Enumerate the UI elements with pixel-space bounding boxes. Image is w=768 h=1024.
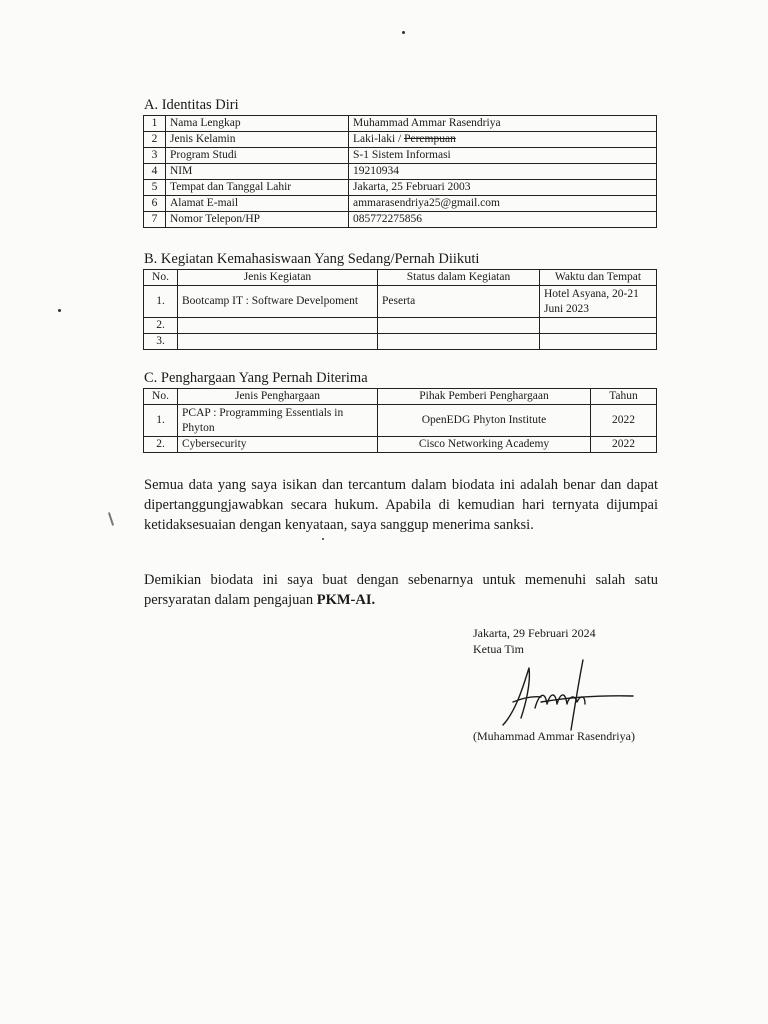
field-value: ammarasendriya25@gmail.com [349, 196, 657, 212]
award-giver: OpenEDG Phyton Institute [378, 405, 591, 437]
field-value: 19210934 [349, 164, 657, 180]
gender-selected: Laki-laki / [353, 133, 405, 145]
row-number: 2. [144, 318, 178, 334]
gender-struck: Perempuan [404, 133, 456, 145]
table-row [144, 180, 657, 196]
section-c-title: C. Penghargaan Yang Pernah Diterima [144, 370, 368, 386]
table-row [144, 132, 657, 148]
row-number: 2 [144, 132, 166, 148]
scan-speck [58, 309, 61, 312]
award-year: 2022 [591, 437, 657, 453]
column-header: Jenis Penghargaan [178, 389, 378, 405]
table-row [144, 148, 657, 164]
award-name: Cybersecurity [178, 437, 378, 453]
table-row [144, 405, 657, 437]
activity-status: Peserta [378, 286, 540, 318]
statement-paragraph: Semua data yang saya isikan dan tercantum dalam biodata ini adalah benar dan dapat dipertanggungjawabkan secara hukum. Apabila di kemudian hari ternyata dijumpai ketidaksesuaian dengan kenyataan, saya sanggup menerima sanksi. [144, 477, 658, 533]
row-number: 3 [144, 148, 166, 164]
row-number: 1. [144, 405, 178, 437]
award-year: 2022 [591, 405, 657, 437]
column-header: No. [144, 389, 178, 405]
activity-name: Bootcamp IT : Software Develpoment [178, 286, 378, 318]
column-header: Status dalam Kegiatan [378, 270, 540, 286]
table-header-row [144, 389, 657, 405]
row-number: 2. [144, 437, 178, 453]
table-row [144, 334, 657, 350]
signature-icon [495, 650, 645, 735]
award-name: PCAP : Programming Essentials in Phyton [178, 405, 378, 437]
row-number: 5 [144, 180, 166, 196]
program-name: PKM-AI. [316, 592, 376, 608]
activities-table [143, 269, 657, 350]
column-header: Jenis Kegiatan [178, 270, 378, 286]
signer-name: (Muhammad Ammar Rasendriya) [473, 729, 635, 743]
closing-paragraph [144, 570, 658, 610]
row-number: 6 [144, 196, 166, 212]
table-row [144, 318, 657, 334]
closing-text: Demikian biodata ini saya buat dengan sebenarnya untuk memenuhi salah satu persyaratan dalam pengajuan [144, 572, 658, 608]
row-number: 7 [144, 212, 166, 228]
scan-speck [322, 538, 324, 540]
identity-table [143, 115, 657, 228]
table-row [144, 116, 657, 132]
table-row [144, 437, 657, 453]
table-row [144, 196, 657, 212]
field-label: NIM [166, 164, 349, 180]
row-number: 3. [144, 334, 178, 350]
field-value: S-1 Sistem Informasi [349, 148, 657, 164]
section-a-title: A. Identitas Diri [144, 97, 239, 113]
field-label: Nama Lengkap [166, 116, 349, 132]
table-header-row [144, 270, 657, 286]
column-header: Tahun [591, 389, 657, 405]
table-row [144, 212, 657, 228]
field-value [349, 132, 657, 148]
award-giver: Cisco Networking Academy [378, 437, 591, 453]
activity-status [378, 334, 540, 350]
row-number: 1. [144, 286, 178, 318]
field-value: 085772275856 [349, 212, 657, 228]
scan-speck [108, 512, 114, 526]
field-label: Jenis Kelamin [166, 132, 349, 148]
signer-role: Ketua Tim [473, 642, 525, 656]
field-value: Jakarta, 25 Februari 2003 [349, 180, 657, 196]
activity-time-place [540, 318, 657, 334]
field-label: Tempat dan Tanggal Lahir [166, 180, 349, 196]
place-date: Jakarta, 29 Februari 2024 [473, 626, 596, 640]
column-header: No. [144, 270, 178, 286]
field-label: Nomor Telepon/HP [166, 212, 349, 228]
field-value: Muhammad Ammar Rasendriya [349, 116, 657, 132]
activity-time-place [540, 334, 657, 350]
column-header: Pihak Pemberi Penghargaan [378, 389, 591, 405]
activity-name [178, 318, 378, 334]
table-row [144, 164, 657, 180]
field-label: Alamat E-mail [166, 196, 349, 212]
row-number: 4 [144, 164, 166, 180]
section-b-title: B. Kegiatan Kemahasiswaan Yang Sedang/Pernah Diikuti [144, 251, 480, 267]
row-number: 1 [144, 116, 166, 132]
table-row [144, 286, 657, 318]
column-header: Waktu dan Tempat [540, 270, 657, 286]
activity-time-place: Hotel Asyana, 20-21 Juni 2023 [540, 286, 657, 318]
scan-speck [402, 31, 405, 34]
field-label: Program Studi [166, 148, 349, 164]
activity-status [378, 318, 540, 334]
awards-table [143, 388, 657, 453]
activity-name [178, 334, 378, 350]
